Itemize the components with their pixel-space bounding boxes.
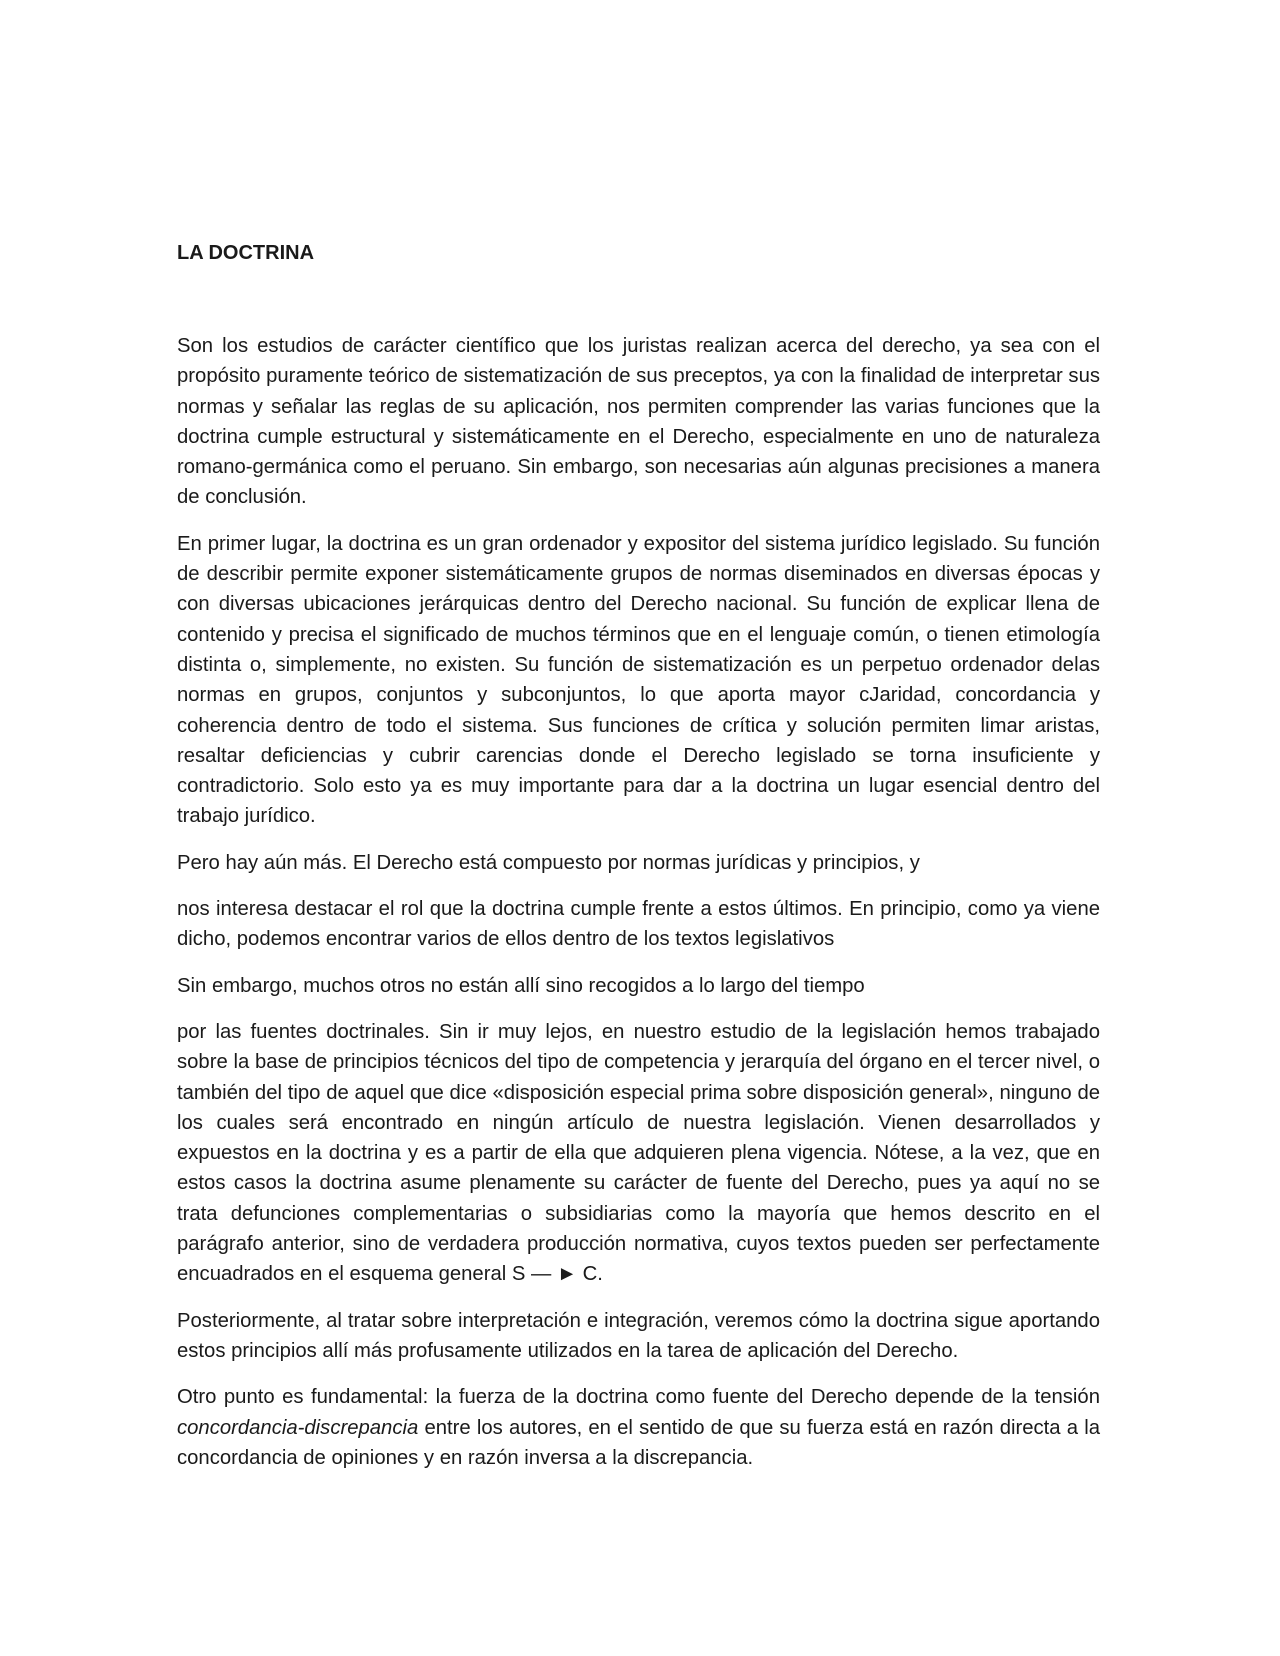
paragraph-intro: Son los estudios de carácter científico que los juristas realizan acerca del derecho, ya sea con el propósito puramente teórico de sistematización de sus preceptos, ya con la finalidad de interpretar sus normas y señalar las reglas de su aplicación, nos permiten comprender las varias funciones que la doctrina cumple estructural y sistemáticamente en el Derecho, especialmente en uno de naturaleza romano-germánica como el peruano. Sin embargo, son necesarias aún algunas precisiones a manera de conclusión. — [177, 335, 1100, 509]
final-text-after: entre los autores, en el sentido de que su fuerza está en razón directa a la concordancia de opiniones y en razón inversa a la discrepancia. — [177, 1416, 1100, 1469]
document-title: LA DOCTRINA — [177, 242, 315, 264]
paragraph-interpretation: Posteriormente, al tratar sobre interpretación e integración, veremos cómo la doctrina sigue aportando estos principios allí más profusamente utilizados en la tarea de aplicación del Derecho. — [177, 1309, 1100, 1362]
final-text-before: Otro punto es fundamental: la fuerza de la doctrina como fuente del Derecho depende de la tensión — [177, 1386, 1100, 1409]
document-body — [177, 238, 1100, 1489]
paragraph-principles-intro: Pero hay aún más. El Derecho está compuesto por normas jurídicas y principios, y — [177, 851, 920, 874]
paragraph-principles-collected: Sin embargo, muchos otros no están allí sino recogidos a lo largo del tiempo — [177, 974, 865, 997]
final-text-italic: concordancia-discrepancia — [177, 1416, 419, 1439]
paragraph-doctrinal-sources: por las fuentes doctrinales. Sin ir muy lejos, en nuestro estudio de la legislación hemos trabajado sobre la base de principios técnicos del tipo de competencia y jerarquía del órgano en el tercer nivel, o también del tipo de aquel que dice «disposición especial prima sobre disposición general», ninguno de los cuales será encontrado en ningún artículo de nuestra legislación. Vienen desarrollados y expuestos en la doctrina y es a partir de ella que adquieren plena vigencia. Nótese, a la vez, que en estos casos la doctrina asume plenamente su carácter de fuente del Derecho, pues ya aquí no se trata defunciones complementarias o subsidiarias como la mayoría que hemos descrito en el parágrafo anterior, sino de verdadera producción normativa, cuyos textos pueden ser perfectamente encuadrados en el esquema general S — ► C. — [177, 1020, 1100, 1286]
paragraph-first-point: En primer lugar, la doctrina es un gran ordenador y expositor del sistema jurídico legislado. Su función de describir permite exponer sistemáticamente grupos de normas diseminados en diversas épocas y con diversas ubicaciones jerárquicas dentro del Derecho nacional. Su función de explicar llena de contenido y precisa el significado de muchos términos que en el lenguaje común, o tienen etimología distinta o, simplemente, no existen. Su función de sistematización es un perpetuo ordenador delas normas en grupos, conjuntos y subconjuntos, lo que aporta mayor cJaridad, concordancia y coherencia dentro de todo el sistema. Sus funciones de crítica y solución permiten limar aristas, resaltar deficiencias y cubrir carencias donde el Derecho legislado se torna insuficiente y contradictorio. Solo esto ya es muy importante para dar a la doctrina un lugar esencial dentro del trabajo jurídico. — [177, 532, 1100, 828]
paragraph-final — [177, 1382, 1100, 1473]
paragraph-principles-role: nos interesa destacar el rol que la doctrina cumple frente a estos últimos. En principio, como ya viene dicho, podemos encontrar varios de ellos dentro de los textos legislativos — [177, 898, 1100, 951]
